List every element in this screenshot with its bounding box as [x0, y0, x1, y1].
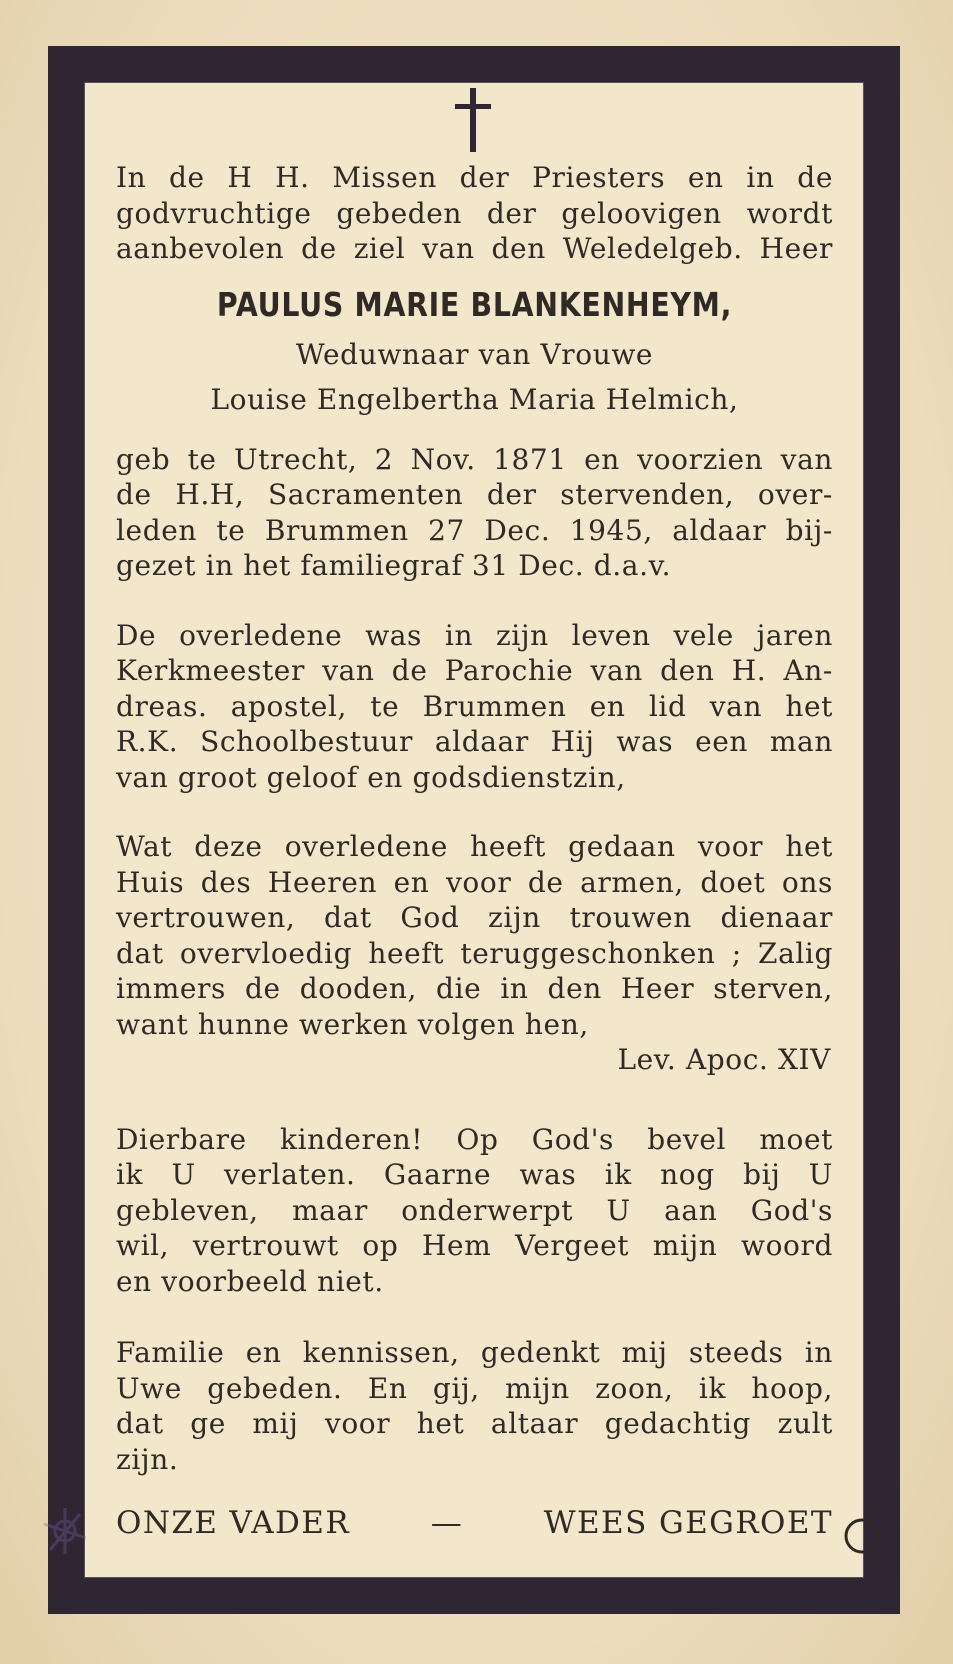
text-line: Familie en kennissen, gedenkt mij steeds in: [116, 1336, 833, 1369]
cross-icon: [453, 88, 493, 152]
birth-death-paragraph: [116, 442, 833, 584]
scripture-reference: Lev. Apoc. XIV: [617, 1043, 831, 1076]
text-line: wil, vertrouwt op Hem Vergeet mijn woord: [116, 1229, 833, 1262]
intro-paragraph: [116, 160, 833, 267]
text-line: In de H H. Missen der Priesters en in de: [116, 161, 833, 194]
text-line: van groot geloof en godsdienstzin,: [116, 760, 626, 794]
text-line: dat ge mij voor het altaar gedachtig zult: [116, 1407, 833, 1440]
text-line: vertrouwen, dat God zijn trouwen dienaar: [116, 901, 833, 934]
text-line: godvruchtige gebeden der geloovigen wordt: [116, 196, 833, 230]
family-paragraph: [116, 1335, 833, 1477]
faith-paragraph: [116, 829, 833, 1078]
text-line: en voorbeeld niet.: [116, 1264, 384, 1298]
text-line: immers de dooden, die in den Heer sterven,: [116, 972, 833, 1005]
text-line: dat overvloedig heeft teruggeschonken ; Zalig: [116, 936, 833, 970]
text-line: dreas. apostel, te Brummen en lid van het: [116, 689, 833, 723]
prayer-onze-vader: ONZE VADER: [116, 1505, 351, 1541]
text-line: De overledene was in zijn leven vele jaren: [116, 618, 833, 652]
text-line: leden te Brummen 27 Dec. 1945, aldaar bij-: [116, 513, 833, 547]
text-line: Uwe gebeden. En gij, mijn zoon, ik hoop,: [116, 1371, 833, 1405]
text-line: zijn.: [116, 1442, 179, 1476]
text-line: gezet in het familiegraf 31 Dec. d.a.v.: [116, 549, 672, 582]
prayer-line: [116, 1503, 833, 1543]
card-text: [116, 160, 833, 1543]
text-line: R.K. Schoolbestuur aldaar Hij was een man: [116, 725, 833, 758]
text-line: gebleven, maar onderwerpt U aan God's: [116, 1193, 833, 1227]
prayer-dash: —: [430, 1505, 464, 1541]
text-line: geb te Utrecht, 2 Nov. 1871 en voorzien van: [116, 442, 833, 476]
text-line: de H.H, Sacramenten der stervenden, over-: [116, 478, 833, 511]
deceased-name: PAULUS MARIE BLANKENHEYM,: [216, 284, 733, 324]
widower-line: Weduwnaar van Vrouwe: [295, 337, 654, 371]
stamp-icon: [30, 1496, 100, 1566]
text-line: ik U verlaten. Gaarne was ik nog bij U: [116, 1158, 833, 1191]
circle-mark-icon: [842, 1516, 882, 1556]
children-paragraph: [116, 1122, 833, 1300]
text-line: want hunne werken volgen hen,: [116, 1007, 589, 1041]
prayer-wees-gegroet: WEES GEGROET: [543, 1505, 833, 1541]
life-paragraph: [116, 618, 833, 796]
text-line: Huis des Heeren en voor de armen, doet ons: [116, 865, 833, 899]
text-line: aanbevolen de ziel van den Weledelgeb. Heer: [116, 232, 833, 265]
text-line: Kerkmeester van de Parochie van den H. An-: [116, 654, 833, 687]
text-line: Wat deze overledene heeft gedaan voor het: [116, 830, 833, 863]
wife-name: Louise Engelbertha Maria Helmich,: [210, 383, 739, 416]
text-line: Dierbare kinderen! Op God's bevel moet: [116, 1122, 833, 1156]
